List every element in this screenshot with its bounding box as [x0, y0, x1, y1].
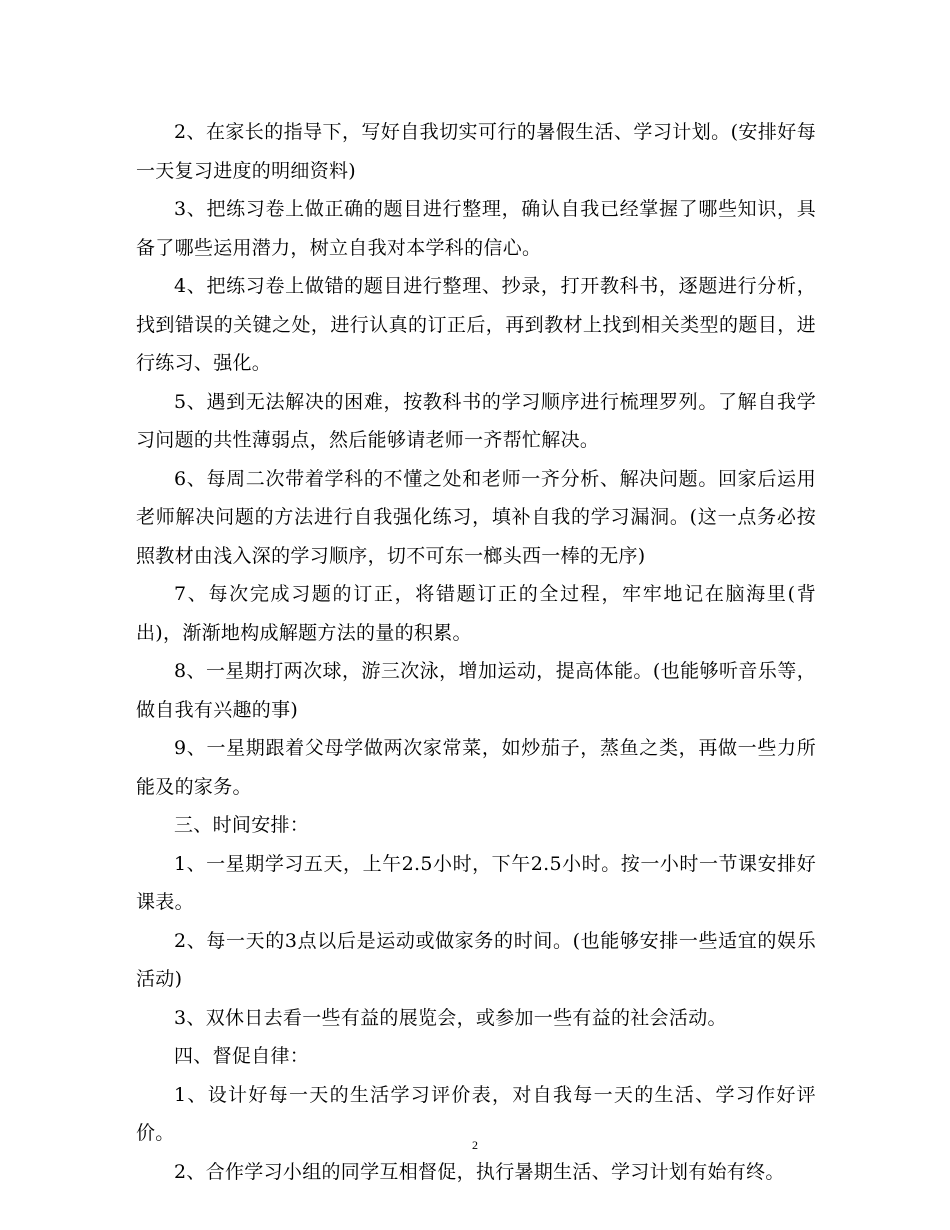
paragraph-item-2: 2、在家长的指导下，写好自我切实可行的暑假生活、学习计划。(安排好每一天复习进度的明细资料): [136, 121, 816, 182]
page-number: 2: [472, 1138, 478, 1152]
section-heading-schedule: 三、时间安排：: [174, 814, 310, 836]
paragraph-item-4: 4、把练习卷上做错的题目进行整理、抄录，打开教科书，逐题进行分析，找到错误的关键之处，进行认真的订正后，再到教材上找到相关类型的题目，进行练习、强化。: [136, 275, 816, 374]
schedule-item-1: 1、一星期学习五天，上午2.5小时，下午2.5小时。按一小时一节课安排好课表。: [136, 852, 816, 913]
paragraph-item-3: 3、把练习卷上做正确的题目进行整理，确认自我已经掌握了哪些知识，具备了哪些运用潜力，树立自我对本学科的信心。: [136, 198, 816, 259]
paragraph-item-7: 7、每次完成习题的订正，将错题订正的全过程，牢牢地记在脑海里(背出)，渐渐地构成解题方法的量的积累。: [136, 583, 816, 644]
schedule-item-3: 3、双休日去看一些有益的展览会，或参加一些有益的社会活动。: [174, 1006, 727, 1029]
section-heading-discipline: 四、督促自律：: [174, 1045, 310, 1067]
paragraph-item-5: 5、遇到无法解决的困难，按教科书的学习顺序进行梳理罗列。了解自我学习问题的共性薄弱点，然后能够请老师一齐帮忙解决。: [136, 390, 816, 451]
schedule-item-2: 2、每一天的3点以后是运动或做家务的时间。(也能够安排一些适宜的娱乐活动): [136, 929, 816, 990]
paragraph-item-8: 8、一星期打两次球，游三次泳，增加运动，提高体能。(也能够听音乐等，做自我有兴趣的事): [136, 660, 816, 721]
discipline-item-2: 2、合作学习小组的同学互相督促，执行暑期生活、学习计划有始有终。: [174, 1160, 785, 1183]
document-body: [136, 113, 816, 1191]
discipline-item-1: 1、设计好每一天的生活学习评价表，对自我每一天的生活、学习作好评价。: [136, 1083, 816, 1144]
paragraph-item-9: 9、一星期跟着父母学做两次家常菜，如炒茄子，蒸鱼之类，再做一些力所能及的家务。: [136, 737, 816, 798]
paragraph-item-6: 6、每周二次带着学科的不懂之处和老师一齐分析、解决问题。回家后运用老师解决问题的方法进行自我强化练习，填补自我的学习漏洞。(这一点务必按照教材由浅入深的学习顺序，切不可东一榔头西一棒的无序): [136, 467, 816, 567]
